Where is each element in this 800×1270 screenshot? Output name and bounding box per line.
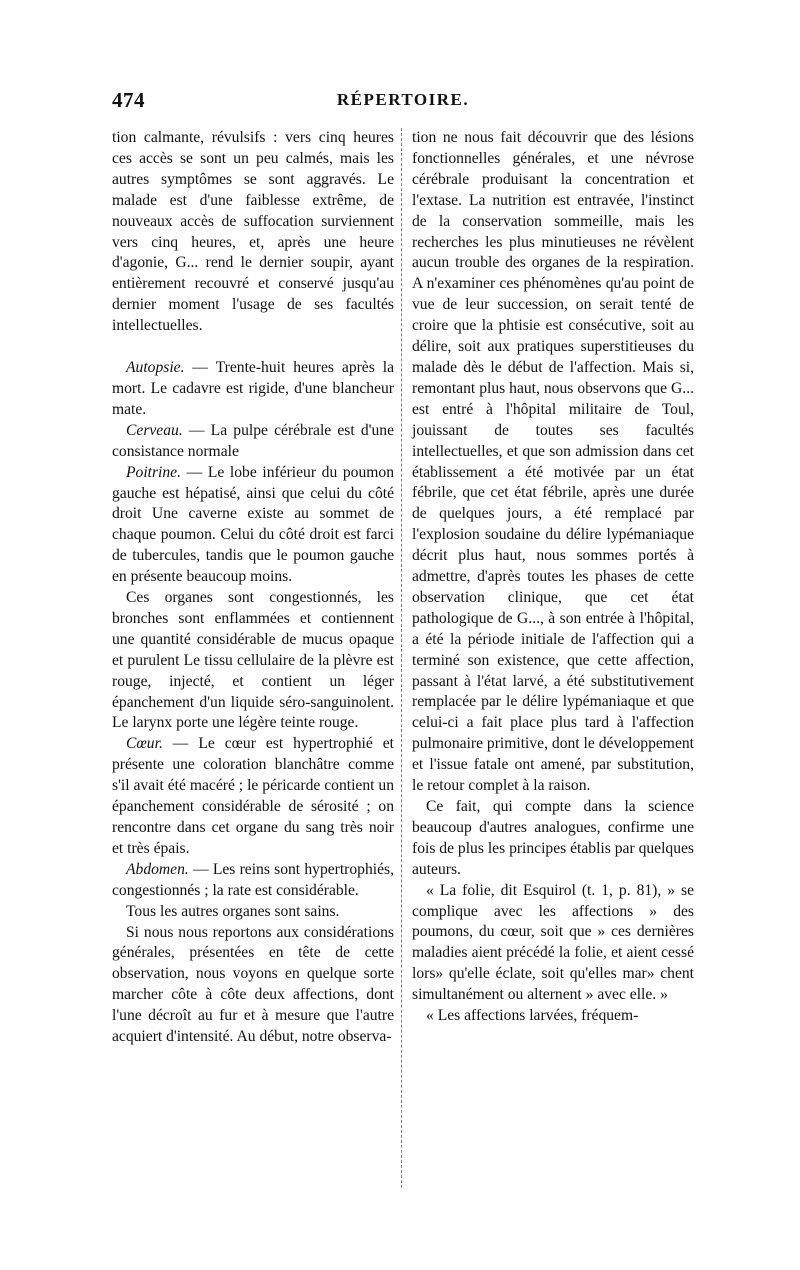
paragraph — [112, 421, 394, 463]
paragraph — [412, 1006, 694, 1027]
paragraph-text: — La pulpe cérébrale est d'une consistance normale — [112, 421, 394, 460]
paragraph-text: tion ne nous fait découvrir que des lésions fonctionnelles générales, et une névrose cérébrale produisant la concentration et l'extase. La nutrition est entravée, l'instinct de la conservation sommeille, mais les recherches les plus minutieuses ne révèlent aucun trouble des organes de la respiration. A n'examiner ces phénomènes qu'au point de vue de leur succession, on serait tenté de croire que la phtisie est consécutive, soit au délire, soit aux pratiques superstitieuses du malade dès le début de l'affection. Mais si, remontant plus haut, nous observons que G... est entré à l'hôpital militaire de Toul, jouissant de toutes ses facultés intellectuelles, et que son admission dans cet établissement a été motivée par un état fébrile, que cet état fébrile, après une durée de quelques jours, a été remplacé par l'explosion soudaine du délire lypémaniaque décrit plus haut, nous sommes portés à admettre, d'après toutes les phases de cette observation clinique, que cet état pathologique de G..., à son entrée à l'hôpital, a été la période initiale de l'affection qui a terminé son existence, que cette affection, passant à l'état larvé, a été substitutivement remplacée par le délire lypémaniaque et que celui-ci a fait place plus tard à l'affection pulmonaire primitive, dont le développement et l'issue fatale ont amené, par substitution, le retour complet à la raison. — [412, 129, 694, 795]
paragraph — [112, 128, 394, 337]
section-label: Poitrine. — [126, 463, 182, 481]
paragraph — [112, 860, 394, 902]
running-title: RÉPERTOIRE. — [336, 90, 470, 109]
paragraph-text: « La folie, dit Esquirol (t. 1, p. 81), » se complique avec les affections » des poumons, du cœur, soit que » ces dernières maladies aient précédé la folie, et aient cessé lors» qu'elle éclate, soit qu'elles mar» chent simultanément ou alternent » avec elle. » — [412, 881, 694, 1004]
running-head — [112, 88, 694, 114]
paragraph-text: Si nous nous reportons aux considérations générales, présentées en tête de cette observation, nous voyons en quelque sorte marcher côte à côte deux affections, dont l'une décroît au fur et à mesure que l'autre acquiert d'intensité. Au début, notre observa- — [112, 923, 394, 1046]
paragraph-text: Tous les autres organes sont sains. — [126, 902, 340, 920]
paragraph-text: « Les affections larvées, fréquem- — [426, 1007, 639, 1025]
column-divider — [401, 128, 402, 1188]
paragraph — [112, 734, 394, 859]
section-label: Abdomen. — [126, 860, 189, 878]
right-column — [412, 128, 694, 1027]
section-label: Cerveau. — [126, 421, 183, 439]
paragraph-text: — Trente-huit heures après la mort. Le cadavre est rigide, d'une blancheur mate. — [112, 359, 394, 418]
paragraph — [112, 588, 394, 734]
section-label: Cœur. — [126, 735, 163, 753]
paragraph-text: tion calmante, révulsifs : vers cinq heures ces accès se sont un peu calmés, mais les autres symptômes se sont aggravés. Le malade est d'une faiblesse extrême, de nouveaux accès de suffocation surviennent vers cinq heures, et, après une heure d'agonie, G... rend le dernier soupir, ayant entièrement recouvré et conservé jusqu'au dernier moment l'usage de ses facultés intellectuelles. — [112, 129, 394, 335]
paragraph — [112, 902, 394, 923]
section-label: Autopsie. — [126, 359, 185, 377]
paragraph-text: — Le lobe inférieur du poumon gauche est hépatisé, ainsi que celui du côté droit Une caverne existe au sommet de chaque poumon. Celui du côté droit est farci de tubercules, tandis que le poumon gauche en présente beaucoup moins. — [112, 463, 394, 586]
paragraph-text: — Le cœur est hypertrophié et présente une coloration blanchâtre comme s'il avait été macéré ; le péricarde contient un épanchement considérable de sérosité ; on rencontre dans cet organe du sang très noir et très épais. — [112, 735, 394, 857]
paragraph — [112, 358, 394, 421]
paragraph — [412, 128, 694, 797]
paragraph — [412, 797, 694, 881]
left-column — [112, 128, 394, 1048]
paragraph — [112, 463, 394, 588]
paragraph-text: Ce fait, qui compte dans la science beaucoup d'autres analogues, confirme une fois de plus les principes établis par quelques auteurs. — [412, 798, 694, 878]
paragraph — [412, 881, 694, 1006]
paragraph-text: — Les reins sont hypertrophiés, congestionnés ; la rate est considérable. — [112, 860, 394, 899]
paragraph-text: Ces organes sont congestionnés, les bronches sont enflammées et contiennent une quantité considérable de mucus opaque et purulent Le tissu cellulaire de la plèvre est rouge, injecté, et contient un léger épanchement d'un liquide séro-sanguinolent. Le larynx porte une légère teinte rouge. — [112, 589, 394, 732]
page-number: 474 — [112, 88, 145, 112]
paragraph — [112, 923, 394, 1048]
